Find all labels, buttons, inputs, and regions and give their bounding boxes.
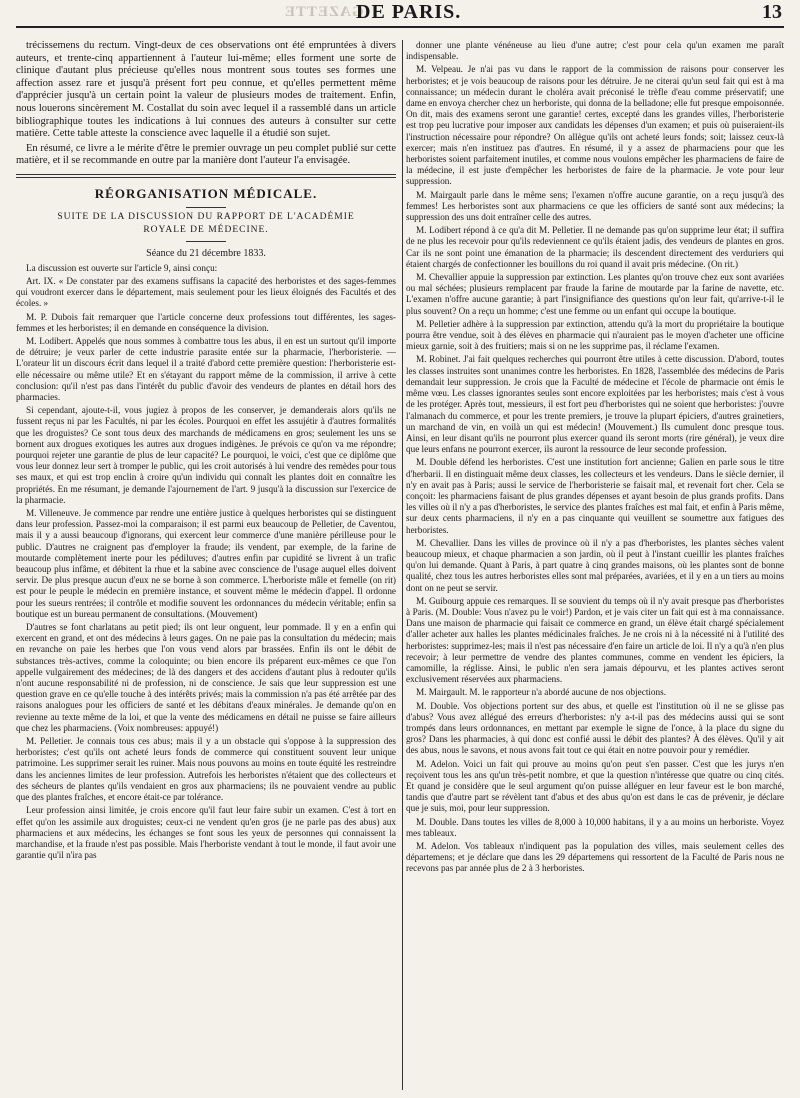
paragraph: Si cependant, ajoute-t-il, vous jugiez à propos de les conserver, je demanderais alors qu'ils ne fussent reçus ni par les Facultés, ni par les écoles. Pourquoi en effet les assujétir à d'autres formalités que les droguistes? Ce sont tous deux des marchands de médicamens en gros; seulement les uns se bornent aux drogues exotiques les autres aux drogues indigènes. Je prévois ce qu'on va me répondre; pourquoi rejeter une garantie de plus de leur capacité? Le pourquoi, le voici, c'est que ce diplôme que vous leur donnez leur sert à tromper le public, qui les croit autorisés à lui vendre des remèdes pour tous ses maux, et qui est trop enclin à croire qu'un individu qui connaît les plantes doit en connaître les propriétés. En me résumant, je demande l'ajournement de l'art. 9 jusqu'à la discussion sur l'exercice de la pharmacie. [16, 405, 396, 505]
book-review-ending [16, 40, 396, 168]
page-number: 13 [762, 1, 782, 23]
paragraph: Leur profession ainsi limitée, je crois encore qu'il faut leur faire subir un examen. C'est à tort en effet qu'on les assimile aux droguistes; ceux-ci ne vendent qu'en gros (je ne parle pas des abus) aux pharmaciens et aux médecins, les échanges se font sous les yeux de personnes qui connaissent la marchandise, et la fraude n'est pas possible. Mais l'herboriste vendant à tout le monde, il faut avoir une garantie qu'il n'ira pas [16, 805, 396, 861]
paragraph: M. Mairgault parle dans le même sens; l'examen n'offre aucune garantie, on a reçu jusqu'à des femmes! Les herboristes sont aux pharmaciens ce que les officiers de santé sont aux médecins; la suppression des uns doit entraîner celle des autres. [406, 189, 784, 223]
paragraph: M. Lodibert. Appelés que nous sommes à combattre tous les abus, il en est un surtout qu'il importe de détruire; je veux parler de cette industrie parasite entée sur la pharmacie, l'herboristerie. — L'orateur lit un discours écrit dans lequel il a traité d'abord cette première question: l'herboristerie est-elle nécessaire ou même utile? Et en s'étayant du rapport même de la commission, il arrive à cette conclusion: qu'il n'est pas dans l'intérêt du public d'avoir des vendeurs de plantes en détail hors des pharmacies. [16, 335, 396, 402]
paragraph: M. Adelon. Voici un fait qui prouve au moins qu'on peut s'en passer. C'est que les jurys n'en reçoivent tous les ans qu'un très-petit nombre, et que la question n'intéresse que quatre ou cinq cités. Et quand je considère que le seul argument qu'on puisse alléguer en leur faveur est le bon marché, tandis que d'autre part se révèlent tant d'abus et des abus qu'on est dans le cas de prévenir, je déclare que je suis, moi, pour leur suppression. [406, 758, 784, 814]
paragraph: trécissemens du rectum. Vingt-deux de ces observations ont été empruntées à divers auteurs, et trente-cinq appartiennent à l'auteur lui-même; elles forment une sorte de clinique d'autant plus précieuse qu'elles nous montrent sous toutes ses formes une affection assez rare et jusqu'à présent fort peu connue, et qu'elles permettent même d'apprécier jusqu'à un certain point la valeur de plusieurs modes de traitement. Enfin, nous louerons sincèrement M. Costallat du soin avec lequel il a rassemblé dans un article bibliographique toutes les indications à lui connues des auteurs à consulter sur cette matière. Cette table atteste la conscience avec laquelle il a étudié son sujet. [16, 40, 396, 140]
section-divider [16, 174, 396, 178]
session-date: Séance du 21 décembre 1833. [146, 247, 266, 259]
paragraph: M. Double. Vos objections portent sur des abus, et quelle est l'institution où il ne se glisse pas d'abus? Vous avez allégué des erreurs d'herboristes: n'y a-t-il pas des médecins aussi qui se sont trompés dans leurs ordonnances, en mettant par exemple le signe de l'once, à la place du signe du gros? Dans les pharmacies, à qui donc est confié aussi le débit des plantes? À des élèves. Qu'il y ait des abus, nous le savons, et nous avons fait tout ce qui était en notre pouvoir pour y remédier. [406, 700, 784, 756]
paragraph: D'autres se font charlatans au petit pied; ils ont leur onguent, leur pommade. Il y en a enfin qui exercent en grand, et ont des médecins à leurs gages. On ne paie pas la consultation du médecin; mais en revanche on paie les herbes que l'on vous vend alors par brassées. Enfin ils ont le débit de substances très-actives, comme la coloquinte; ou bien encore ils préparent eux-mêmes ce que l'on appelle vulgairement des médecines; de là des dangers et des accidens d'autant plus à redouter qu'ils n'ont aucune responsabilité ni de profession, ni de conscience. Je sais que leur suppression est une question grave en ce qu'elle touche à des intérêts privés; mais la commission n'a pas été arrêtée par des raisons analogues pour les officiers de santé et les débitans d'eaux minérales. Je demande qu'on en revienne au texte même de la loi, et que la vente des médicamens en détail ne puisse se faire ailleurs que chez les pharmaciens. (Voix nombreuses: appuyé!) [16, 622, 396, 733]
paragraph: M. Double. Dans toutes les villes de 8,000 à 10,000 habitans, il y a au moins un herboriste. Voyez mes tableaux. [406, 816, 784, 838]
page-header [16, 0, 784, 28]
paragraph: M. Guibourg appuie ces remarques. Il se souvient du temps où il n'y avait presque pas d'herboristes à Paris. (M. Double: Vous n'avez pu le voir!) Pardon, et je vais citer un fait qui est à ma connaissance. Dans une maison de pharmacie qui faisait ce commerce en grand, un élève était chargé spécialement d'aller acheter aux halles les plantes médicinales fraîches. Je ne crois ni à la nécessité ni à l'utilité des herboristes: supprimez-les; mais il n'est pas nécessaire d'en faire un article de loi. Il n'y a qu'à n'en plus recevoir; à leur permettre de vendre des plantes communes, comme en vendent les épiciers, la camomille, la réglisse. Ainsi, le public n'en sera jamais dépourvu, et les plantes actives seront exclusivement réservées aux pharmaciens. [406, 595, 784, 685]
paragraph: La discussion est ouverte sur l'article 9, ainsi conçu: [26, 262, 218, 273]
paragraph: M. Mairgault. M. le rapporteur n'a abordé aucune de nos objections. [416, 687, 666, 698]
paragraph: M. Lodibert répond à ce qu'a dit M. Pelletier. Il ne demande pas qu'on supprime leur état; il suffira de ne plus les recevoir pour qu'ils redeviennent ce qu'ils étaient jadis, des vendeurs de plantes en gros. Car ils ne sont point une émanation de la pharmacie; ils descendent directement des verduriers qui étaient chargés de confectionner les bouillons du roi quand il avait pris médecine. (On rit.) [406, 225, 784, 269]
page-title: DE PARIS. [356, 1, 462, 23]
subtitle: SUITE DE LA DISCUSSION DU RAPPORT DE L'ACADÉMIE [57, 212, 355, 223]
column-rule [402, 40, 403, 1090]
section-title: RÉORGANISATION MÉDICALE. [94, 185, 318, 201]
paragraph: Art. IX. « De constater par des examens suffisans la capacité des herboristes et des sages-femmes qui voudront exercer dans le département, mais seulement pour les lieux éloignés des Facultés et des écoles. » [16, 275, 396, 309]
paragraph: M. Velpeau. Je n'ai pas vu dans le rapport de la commission de raisons pour conserver les herboristes; et je vois beaucoup de raisons pour les détruire. Je ne citerai qu'un seul fait qui est à ma connaissance; un médecin durant le choléra avait préconisé le trèfle d'eau comme préservatif; une dame en envoya chercher chez un herboriste, qui donna de la belladone; elle fut presque empoisonnée. On dit, mais des examens seront une garantie! certes, excepté dans les grandes villes, l'herboristerie est trop peu lucrative pour imposer aux candidats les dépenses d'un examen; et puis où puiseraient-ils l'instruction nécessaire pour répondre? On allègue qu'ils ont acheté leurs fonds; soit; laissez ceux-là exercer; mais n'en instituez pas d'autres. En résumé, il y a assez de pharmaciens pour que les herboristes soient parfaitement inutiles, et comme nous voulons empêcher les pharmaciens de faire de la médecine, il est juste d'empêcher les herboristes de faire de la pharmacie. Je vote pour leur suppression. [406, 64, 784, 187]
paragraph: M. Adelon. Vos tableaux n'indiquent pas la population des villes, mais seulement celles des départemens; et je déclare que dans les 29 départemens qui ressortent de la Faculté de Paris nous ne recevons pas par année plus de 2 à 3 herboristes. [406, 841, 784, 874]
paragraph: donner une plante vénéneuse au lieu d'une autre; c'est pour cela qu'un examen me paraît indispensable. [406, 40, 784, 62]
paragraph: M. Pelletier adhère à la suppression par extinction, attendu qu'à la mort du propriétaire la boutique pourra être vendue, soit à des élèves en pharmacie qui n'auraient pas le moyen d'acheter une officine mieux garnie, soit à des fruitiers; mais si on ne les supprime pas, il réclame l'examen. [406, 318, 784, 352]
paragraph: M. Pelletier. Je connais tous ces abus; mais il y a un obstacle qui s'oppose à la suppression des herboristes; c'est qu'ils ont acheté leurs fonds de commerce qui constituent souvent leur unique patrimoine. Les supprimer serait les ruiner. Mais nous pouvons au moins en toute équité les restreindre dans les anciennes limites de leur profession. Autrefois les herboristes n'étaient que des collecteurs et des sécheurs de plantes qu'ils vendaient en gros aux pharmaciens; ils ne pouvaient vendre au public que des plantes fraîches, et encore était-ce par tolérance. [16, 736, 396, 803]
show-through-text: GAZETTE [284, 4, 364, 20]
right-column [406, 40, 784, 1090]
title-rule [186, 241, 226, 242]
paragraph: M. P. Dubois fait remarquer que l'article concerne deux professions tout différentes, les sages-femmes et les herboristes; il en demande en conséquence la division. [16, 311, 396, 333]
title-rule [186, 207, 226, 208]
paragraph: M. Double défend les herboristes. C'est une institution fort ancienne; Galien en parle sous le titre d'herbarii. Il en distinguait même deux classes, les collecteurs et les vendeurs. Dans le siècle dernier, il n'y en avait pas à Paris; aussi le service de l'herboristerie se faisait mal, et revenait fort cher. Cela se conçoit: les pharmaciens faisant de plus grandes dépenses et ayant besoin de plus grands profits. Dans les villes où il n'y a pas d'herboristes, le service des plantes fraîches est mal fait, et enfin à Paris même, sur deux cents pharmaciens, il n'y en a pas cinquante qui veuillent se soumettre aux fatigues des herboristes. [406, 457, 784, 535]
left-column [16, 40, 396, 1090]
paragraph: M. Chevallier appuie la suppression par extinction. Les plantes qu'on trouve chez eux sont avariées ou mal séchées; plusieurs remplacent par fraude la farine de moutarde par la farine de navette, etc. L'examen n'offre aucune garantie; à part l'insignifiance des questions qu'on leur fait, qu'arrive-t-il le plus souvent? On a reçu un homme; c'est une femme ou un enfant qui occupe la boutique. [406, 272, 784, 316]
paragraph: M. Chevallier. Dans les villes de province où il n'y a pas d'herboristes, les plantes sèches valent beaucoup mieux, et chaque pharmacien a son jardin, où il peut à l'instant cueillir les plantes fraîches qu'on lui demande. Quant à Paris, à part quatre à cinq grandes maisons, où les plantes sont de bonne qualité, chez tous les autres herboristes elles sont mal préparées, avariées, et il y en a un tiers au moins dont on ne peut se servir. [406, 537, 784, 593]
paragraph: M. Robinet. J'ai fait quelques recherches qui pourront être utiles à cette discussion. D'abord, toutes les classes instruites sont unanimes contre les herboristes. En 1828, l'assemblée des médecins de Paris demandait leur suppression. Je crois que la Faculté de médecine et l'école de pharmacie ont émis le même vœu. Les classes ignorantes seules sont encore exploitées par les herboristes; mais c'est à vous de les protéger. Après tout, messieurs, il est fort peu d'herboristes qui ne soient que herboristes: j'ouvre l'almanach du commerce, et pour les trente premiers, je trouve la plupart épiciers, d'autres grainetiers, un marchand de vin, en voilà un qui est médecin! (Mouvement.) Ils cumulent donc presque tous. Ainsi, en leur disant qu'ils ne pourront plus exercer quand ils seront morts (rire général), je veux dire que leurs enfans ne pourront exercer, ils auront la ressource de leur seconde profession. [406, 354, 784, 455]
paragraph: En résumé, ce livre a le mérite d'être le premier ouvrage un peu complet publié sur cette matière, et il se recommande en outre par la manière dont l'auteur l'a envisagée. [16, 142, 396, 167]
article-columns [16, 40, 784, 1090]
subtitle: ROYALE DE MÉDECINE. [143, 225, 269, 236]
paragraph: M. Villeneuve. Je commence par rendre une entière justice à quelques herboristes qui se distinguent dans leur profession. Passez-moi la comparaison; il est parmi eux beaucoup de Pelletier, de Caventou, mais il y a aussi beaucoup d'ignorans, qui exercent leur commerce d'une manière périlleuse pour le public. D'autres ne craignent pas d'employer la fraude; ils vendent, par exemple, de la farine de moutarde complètement inerte pour les pédiluves; d'autres enfin par cupidité se livrent à un trafic beaucoup plus infâme, et débitent la rhue et la sabine avec conscience de l'usage auquel elles doivent servir. De plus presque aucun d'eux ne se borne à son commerce. L'herboriste mâle et femelle (on rit) est pour le peuple le médecin en première instance, et souvent même le médecin d'appel. Il ordonne pour les sueurs rentrées; il contrôle et modifie souvent les ordonnances du médecin véritable; enfin sa boutique est un bureau permanent de consultations. (Mouvement) [16, 508, 396, 619]
